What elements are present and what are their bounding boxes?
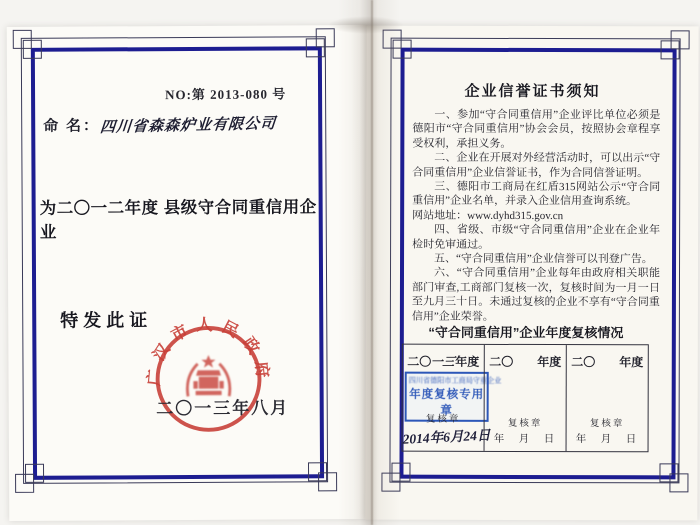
year-header <box>567 353 648 370</box>
review-seal-label: 复核章 <box>425 414 461 425</box>
notice-paragraph: 二、企业在开展对外经营活动时，可以出示“守合同重信用”企业信誉证书，作为合同信誉证明。 <box>412 151 661 179</box>
notice-body <box>412 108 661 325</box>
company-name-line <box>43 114 276 136</box>
review-seal-area <box>567 415 648 446</box>
year-handwritten: 一三 <box>430 354 457 369</box>
frame-corner-ornament <box>377 24 405 52</box>
review-seal-area <box>485 415 566 446</box>
svg-text:广汉市人民政府 <box>144 316 274 387</box>
review-seal-area <box>402 411 491 447</box>
review-date-placeholder: 年 月 日 <box>493 433 557 446</box>
year-header <box>485 353 566 370</box>
seal-text: 广汉市人民政府 <box>144 316 273 387</box>
notice-paragraph: 六、“守合同重信用”企业每年由政府相关职能部门审查,工商部门复核一次，复核时间为一月一日至九月三十日。未通过复核的企业不享有“守合同重信用”企业荣誉。 <box>411 267 661 323</box>
frame-corner-ornament <box>665 24 693 52</box>
page-fold-shading <box>365 26 380 520</box>
year-suffix: 年度 <box>455 354 480 369</box>
issue-date: 二〇一三年八月 <box>156 398 290 419</box>
notice-paragraph: 四、省级、市级“守合同重信用”企业在企业年检时免审通过。 <box>412 223 661 251</box>
review-column-2013 <box>402 345 502 451</box>
stamp-line2: 年度复核专用章 <box>409 388 485 417</box>
frame-corner-ornament <box>375 467 403 495</box>
website-address: 网站地址：www.dyhd315.gov.cn <box>412 209 564 222</box>
frame-corner-ornament <box>663 467 691 495</box>
review-column-blank <box>566 345 648 451</box>
national-emblem-icon <box>187 355 230 396</box>
government-red-seal <box>143 314 274 445</box>
notice-title: 企业信誉证书须知 <box>464 82 601 101</box>
name-label: 命 名： <box>43 118 101 135</box>
review-table <box>402 344 649 453</box>
notice-paragraph: 三、德阳市工商局在红盾315网站公示“守合同重信用”企业名单，并录入企业信用查询系统。 <box>412 180 661 208</box>
year-prefix: 二〇 <box>571 355 596 370</box>
certificate-serial-number: NO:第 2013-080 号 <box>165 86 287 103</box>
year-header <box>403 353 484 370</box>
frame-corner-ornament <box>9 468 37 496</box>
issue-statement: 特发此证 <box>60 310 153 331</box>
year-prefix: 二〇 <box>489 354 514 369</box>
review-column-blank <box>484 345 566 451</box>
review-section-title: “守合同重信用”企业年度复核情况 <box>428 324 624 341</box>
year-prefix: 二〇 <box>407 354 432 369</box>
year-suffix: 年度 <box>619 355 644 370</box>
certificate-right-page <box>365 26 698 521</box>
notice-paragraph: 一、参加“守合同重信用”企业评比单位必须是德阳市“守合同重信用”协会会员，按照协会章程享受权利，承担义务。 <box>412 108 661 150</box>
stamp-line1: 四川省德阳市工商局守重企业 <box>408 375 502 385</box>
year-suffix: 年度 <box>537 355 562 370</box>
award-title: 为二〇一二年度 县级守合同重信用企业 <box>39 198 317 242</box>
review-seal-label: 复核章 <box>589 419 625 430</box>
frame-corner-ornament <box>7 24 35 52</box>
review-seal-label: 复核章 <box>507 418 543 430</box>
review-date-placeholder: 年 月 日 <box>575 434 639 446</box>
review-date-handwritten: 2014年6月24日 <box>402 427 491 447</box>
frame-corner-ornament <box>310 22 338 50</box>
company-name-handwritten: 四川省森森炉业有限公司 <box>99 115 277 137</box>
frame-corner-ornament <box>312 466 340 494</box>
certificate-left-page <box>7 25 370 521</box>
notice-paragraph: 五、“守合同重信用”企业信誉可以刊登广告。 <box>434 252 653 266</box>
